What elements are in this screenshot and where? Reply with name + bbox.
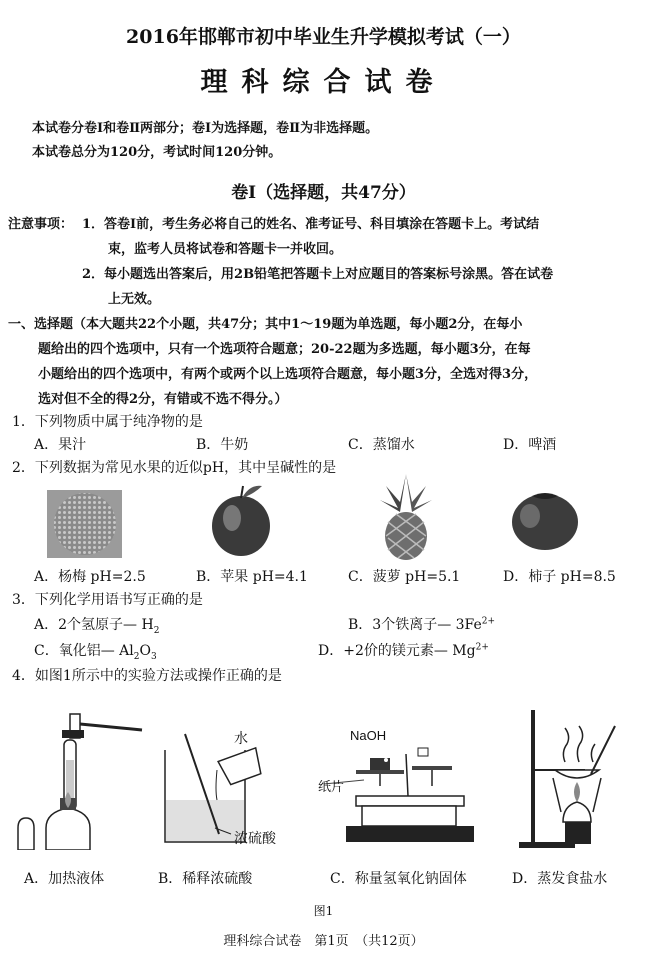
apple-image bbox=[210, 480, 272, 558]
part1-line-4: 选对但不全的得2分，有错或不选不得分。） bbox=[38, 392, 288, 407]
label-naoh: NaOH bbox=[350, 728, 387, 743]
part1-line-3: 小题给出的四个选项中，有两个或两个以上选项符合题意，每小题3分，全选对得3分， bbox=[38, 367, 538, 382]
notice-item-2a: 2．每小题选出答案后，用2B铅笔把答题卡上对应题目的答案标号涂黑。答在试卷 bbox=[82, 267, 554, 282]
bayberry-image bbox=[47, 490, 122, 558]
q2-stem: 2．下列数据为常见水果的近似pH，其中呈碱性的是 bbox=[12, 460, 337, 476]
q1-option-d: D．啤酒 bbox=[503, 437, 557, 453]
notice-label: 注意事项： bbox=[8, 217, 74, 232]
label-paper: 纸片 bbox=[318, 780, 345, 795]
q3-option-a: A．2个氢原子— $H_2$ bbox=[34, 617, 160, 636]
figure-a-heating-liquid bbox=[10, 700, 150, 850]
notice-item-1a: 1．答卷Ⅰ前，考生务必将自己的姓名、准考证号、科目填涂在答题卡上。考试结 bbox=[82, 217, 540, 232]
q4-stem: 4．如图1所示中的实验方法或操作正确的是 bbox=[12, 668, 282, 684]
persimmon-image bbox=[510, 488, 580, 552]
part1-line-2: 题给出的四个选项中，只有一个选项符合题意；20-22题为多选题，每小题3分，在每 bbox=[38, 342, 531, 357]
intro-line-2: 本试卷总分为120分，考试时间120分钟。 bbox=[32, 145, 282, 160]
q3-stem: 3．下列化学用语书写正确的是 bbox=[12, 592, 203, 608]
notice-item-2b: 上无效。 bbox=[108, 292, 161, 307]
notice-item-1b: 束，监考人员将试卷和答题卡一并收回。 bbox=[108, 242, 343, 257]
q3-option-c: C．氧化铝— $Al_2O_3$ bbox=[34, 643, 157, 662]
exam-title: 2016年邯郸市初中毕业生升学模拟考试（一） bbox=[126, 26, 521, 48]
pineapple-image bbox=[376, 472, 436, 560]
intro-line-1: 本试卷分卷Ⅰ和卷Ⅱ两部分；卷Ⅰ为选择题，卷Ⅱ为非选择题。 bbox=[32, 121, 379, 136]
q2-option-b: B．苹果 pH=4.1 bbox=[196, 569, 308, 585]
q4-option-a: A．加热液体 bbox=[24, 871, 105, 887]
q2-option-d: D．柿子 pH=8.5 bbox=[503, 569, 616, 585]
page-footer: 理科综合试卷 第1页 （共12页） bbox=[223, 934, 424, 949]
q4-option-b: B．稀释浓硫酸 bbox=[158, 871, 253, 887]
figure-c-balance bbox=[316, 740, 496, 850]
part1-line-1: 一、选择题（本大题共22个小题，共47分；其中1～19题为单选题，每小题2分，在每小 bbox=[8, 317, 523, 332]
q2-option-a: A．杨梅 pH=2.5 bbox=[34, 569, 146, 585]
q1-option-b: B．牛奶 bbox=[196, 437, 249, 453]
figure-d-evaporation bbox=[505, 702, 635, 850]
figure-caption: 图1 bbox=[313, 904, 334, 918]
q1-option-c: C．蒸馏水 bbox=[348, 437, 415, 453]
q3-option-b: B．3个铁离子— $3Fe^{2+}$ bbox=[348, 616, 496, 633]
q4-option-d: D．蒸发食盐水 bbox=[512, 871, 608, 887]
subject-title: 理科综合试卷 bbox=[200, 67, 447, 98]
q3-option-d: D．+2价的镁元素— $Mg^{2+}$ bbox=[318, 642, 489, 659]
q1-stem: 1．下列物质中属于纯净物的是 bbox=[12, 414, 203, 430]
label-water: 水 bbox=[234, 731, 248, 747]
q1-option-a: A．果汁 bbox=[34, 437, 87, 453]
q4-option-c: C．称量氢氧化钠固体 bbox=[330, 871, 467, 887]
section-title: 卷Ⅰ（选择题，共47分） bbox=[231, 183, 416, 203]
q2-option-c: C．菠萝 pH=5.1 bbox=[348, 569, 461, 585]
label-concentrated-acid: 浓硫酸 bbox=[234, 831, 276, 847]
